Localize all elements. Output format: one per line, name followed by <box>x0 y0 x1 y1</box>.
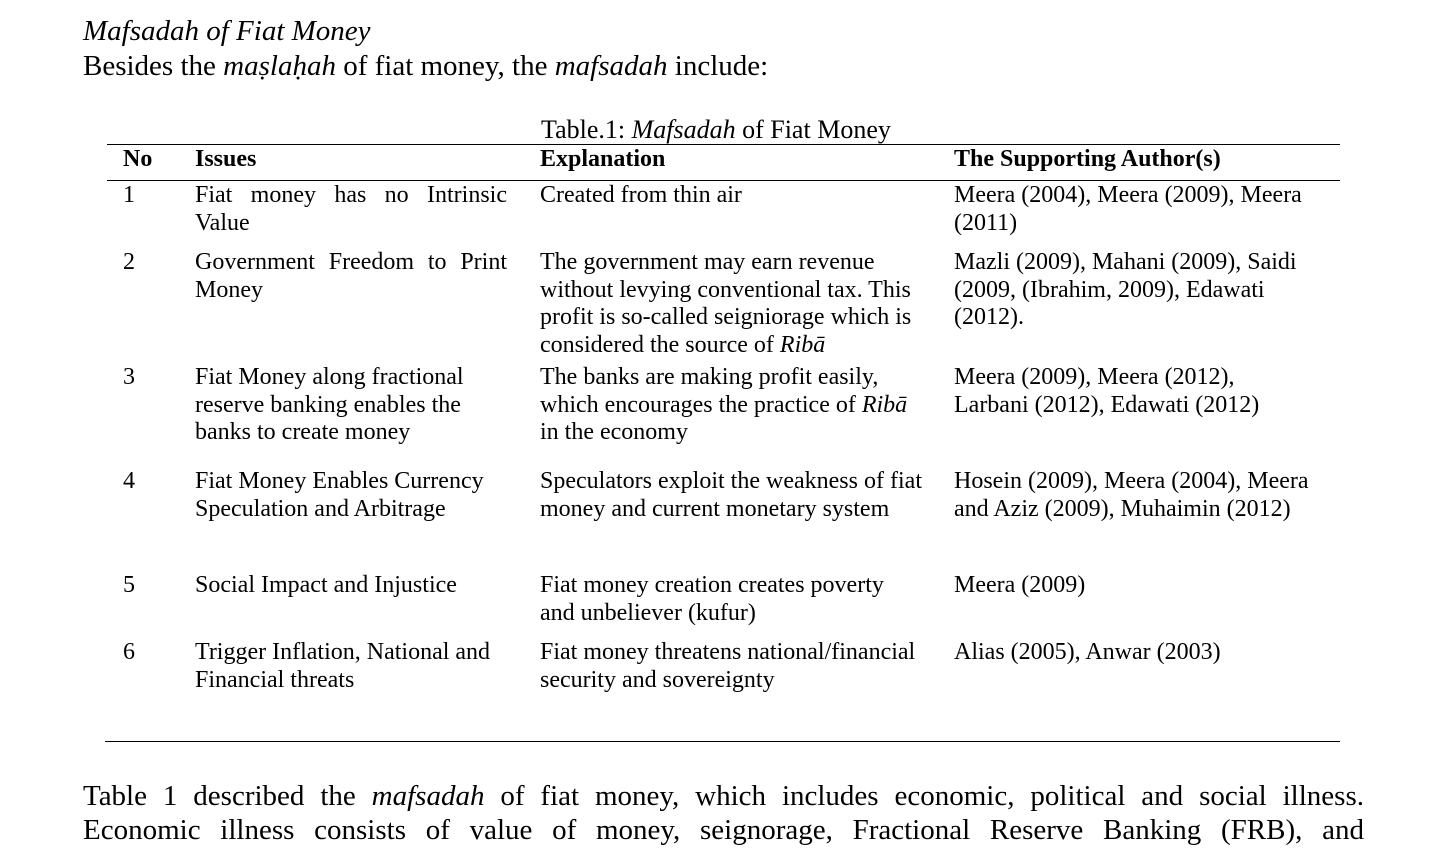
table-header-rule <box>107 180 1340 181</box>
row-5-issue: Social Impact and Injustice <box>195 572 457 598</box>
row-5-explanation: Fiat money creation creates poverty and unbeliever (kufur) <box>540 572 884 626</box>
body-line-1-term: mafsadah <box>371 780 485 812</box>
row-5-no: 5 <box>123 572 135 598</box>
row-3-authors: Meera (2009), Meera (2012), Larbani (2012), Edawati (2012) <box>954 364 1260 418</box>
intro-sentence <box>83 48 768 84</box>
row-1-explanation: Created from thin air <box>540 182 742 208</box>
caption-suffix: of Fiat Money <box>735 115 891 144</box>
row-6-authors: Alias (2005), Anwar (2003) <box>954 639 1221 665</box>
row-4-authors: Hosein (2009), Meera (2004), Meera and Aziz (2009), Muhaimin (2012) <box>954 468 1309 522</box>
row-2-explanation <box>540 249 915 359</box>
row-4-explanation: Speculators exploit the weakness of fiat money and current monetary system <box>540 468 922 522</box>
row-6-explanation: Fiat money threatens national/financial security and sovereignty <box>540 639 916 693</box>
body-line-1 <box>83 779 1364 813</box>
row-2-explanation-term: Ribā <box>779 331 826 358</box>
row-1-authors: Meera (2004), Meera (2009), Meera (2011) <box>954 182 1302 236</box>
intro-term-mafsadah: mafsadah <box>554 50 668 82</box>
caption-prefix: Table.1: <box>541 115 632 144</box>
row-3-explanation-tail: in the economy <box>540 419 688 445</box>
body-line-2: Economic illness consists of value of money, seignorage, Fractional Reserve Banking (FRB), and <box>83 814 1364 846</box>
header-issues: Issues <box>195 146 257 172</box>
body-line-1-post: of fiat money, which includes economic, political and social illness. <box>484 780 1364 812</box>
intro-mid: of fiat money, the <box>335 50 555 82</box>
body-line-1-pre: Table 1 described the <box>83 780 372 812</box>
row-6-no: 6 <box>123 639 135 665</box>
row-3-explanation-term: Ribā <box>861 391 908 418</box>
row-1-no: 1 <box>123 182 135 208</box>
row-3-issue: Fiat Money along fractional reserve banking enables the banks to create money <box>195 364 464 445</box>
section-heading: Mafsadah of Fiat Money <box>83 15 371 47</box>
intro-pre: Besides the <box>83 50 224 82</box>
row-2-explanation-text: The government may earn revenue without levying conventional tax. This profit is so-called seigniorage which is considered the source of <box>540 249 912 358</box>
header-explanation: Explanation <box>540 146 666 172</box>
table-caption <box>541 114 891 146</box>
row-6-issue: Trigger Inflation, National and Financial threats <box>195 639 491 693</box>
table-top-rule <box>107 144 1340 145</box>
row-2-issue: Government Freedom to Print Money <box>195 249 507 303</box>
body-paragraph <box>83 779 1364 847</box>
row-5-authors: Meera (2009) <box>954 572 1086 598</box>
intro-term-maslahah: maṣlaḥah <box>223 50 336 82</box>
row-3-no: 3 <box>123 364 135 390</box>
table-bottom-rule <box>105 741 1340 742</box>
row-2-authors: Mazli (2009), Mahani (2009), Saidi (2009, (Ibrahim, 2009), Edawati (2012). <box>954 249 1297 330</box>
row-4-no: 4 <box>123 468 135 494</box>
row-4-issue: Fiat Money Enables Currency Speculation and Arbitrage <box>195 468 484 522</box>
row-3-explanation <box>540 364 915 447</box>
header-no: No <box>123 146 153 172</box>
row-2-no: 2 <box>123 249 135 275</box>
caption-term: Mafsadah <box>631 115 736 144</box>
row-3-explanation-text: The banks are making profit easily, which encourages the practice of <box>540 364 879 418</box>
header-authors: The Supporting Author(s) <box>954 146 1221 172</box>
row-1-issue: Fiat money has no Intrinsic Value <box>195 182 507 236</box>
intro-post: include: <box>667 50 769 82</box>
